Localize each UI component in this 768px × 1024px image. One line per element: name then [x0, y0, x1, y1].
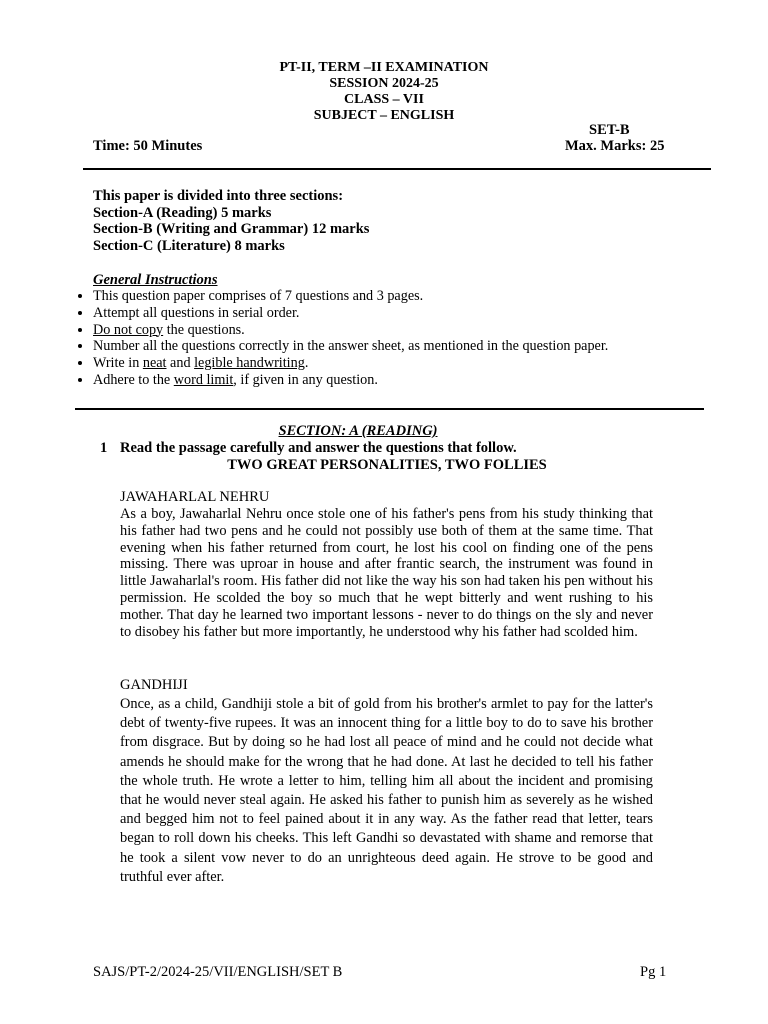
instruction-item: • Write in neat and legible handwriting.: [93, 355, 608, 372]
section-a-title: SECTION: A (READING): [278, 423, 438, 439]
gandhi-paragraph: Once, as a child, Gandhiji stole a bit of gold from his brother's armlet to pay for the latter's debt of twenty-five rupees. It was an innocent thing for a little boy to do to save his brother from disgrace. But by doing so he had lost all peace of mind and he could not decide what amends he should make for the wrong that he had done. At last he decided to tell his father the whole truth. He wrote a letter to him, telling him all about the incident and promising that he would never steal again. He asked his father to punish him as severely as he wished and begged him not to feel pained about it in any way. As the father read that letter, tears began to roll down his cheeks. This left Gandhi so devastated with shame and remorse that he took a silent vow never to do an unrighteous deed again. He strove to be good and truthful ever after.: [120, 696, 653, 885]
subject-line: SUBJECT – ENGLISH: [313, 108, 455, 123]
passage-title: TWO GREAT PERSONALITIES, TWO FOLLIES: [227, 457, 547, 473]
max-marks-label: Max. Marks: 25: [565, 138, 665, 154]
header-divider: [83, 168, 711, 170]
section-c-summary: Section-C (Literature) 8 marks: [93, 238, 285, 255]
instructions-list: [73, 288, 608, 389]
section-b-summary: Section-B (Writing and Grammar) 12 marks: [93, 221, 370, 238]
instruction-item: • Number all the questions correctly in the answer sheet, as mentioned in the question paper.: [93, 338, 608, 355]
class-line: CLASS – VII: [344, 92, 424, 107]
question-number: 1: [100, 440, 108, 456]
sections-overview: [93, 188, 369, 255]
question-text: Read the passage carefully and answer the questions that follow.: [120, 440, 517, 456]
general-instructions-title: General Instructions: [93, 272, 218, 288]
nehru-paragraph: As a boy, Jawaharlal Nehru once stole one of his father's pens from his study thinking that his father had two pens and he could not possibly use both of them at the same time. That evening when his father returned from court, he lost his cool on finding one of the pens missing. There was uproar in house and after frantic search, the instrument was found in little Jawaharlal's room. His father did not like the way his son had taken his pen without his permission. He scolded the boy so much that he wept bitterly and went rushing to his mother. That day he learned two important lessons - never to do things on the sly and never to disobey his father but more importantly, he understood why his father had scolded him.: [120, 506, 653, 640]
instructions-divider: [75, 408, 704, 410]
instruction-item: • Do not copy the questions.: [93, 322, 608, 339]
footer-code: SAJS/PT-2/2024-25/VII/ENGLISH/SET B: [93, 964, 343, 980]
gandhi-heading: GANDHIJI: [120, 677, 188, 693]
instruction-item: • Adhere to the word limit, if given in any question.: [93, 372, 608, 389]
exam-title: PT-II, TERM –II EXAMINATION: [279, 60, 489, 75]
page-number: Pg 1: [640, 964, 667, 980]
instruction-item: • Attempt all questions in serial order.: [93, 305, 608, 322]
session-line: SESSION 2024-25: [329, 76, 439, 91]
time-label: Time: 50 Minutes: [93, 138, 203, 154]
section-a-summary: Section-A (Reading) 5 marks: [93, 204, 272, 221]
instruction-item: • This question paper comprises of 7 questions and 3 pages.: [93, 288, 608, 305]
sections-intro: This paper is divided into three sections:: [93, 188, 344, 204]
set-label: SET-B: [589, 122, 630, 138]
nehru-heading: JAWAHARLAL NEHRU: [120, 489, 270, 505]
